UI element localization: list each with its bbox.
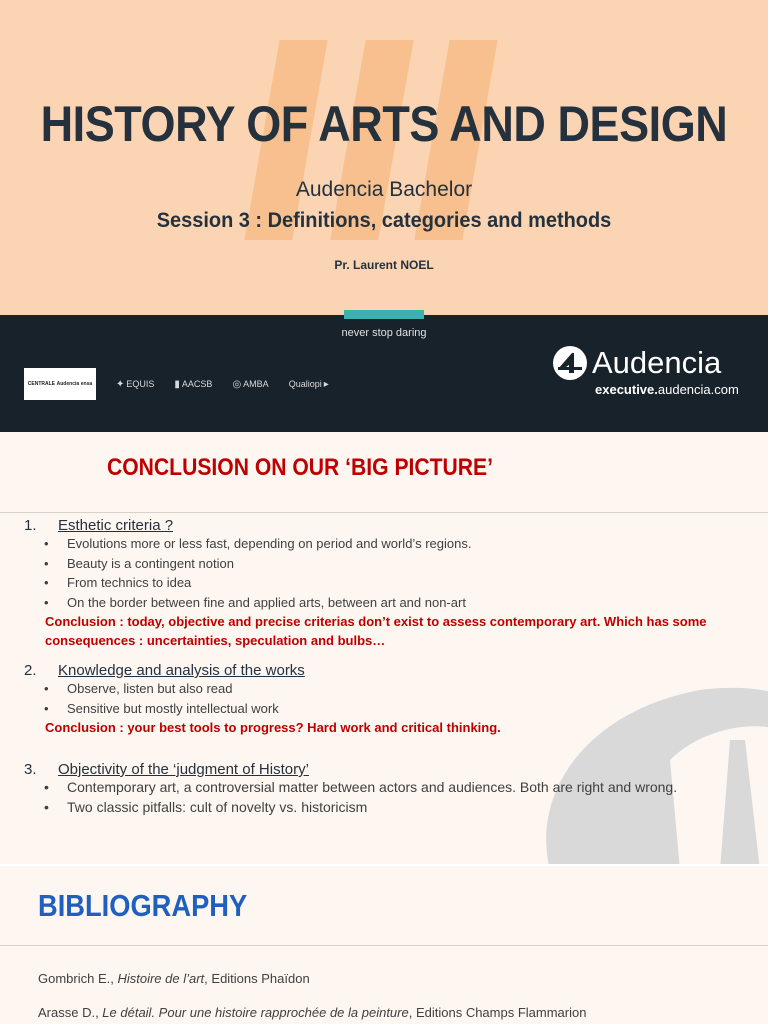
conclusion-slide	[0, 432, 768, 864]
aacsb-icon: ▮	[174, 378, 180, 390]
program-subtitle: Audencia Bachelor	[295, 178, 473, 201]
partner-schools-logo	[24, 368, 96, 400]
brand-url: executive.audencia.com	[595, 382, 739, 397]
list-item: • Sensitive but mostly intellectual work	[44, 699, 759, 719]
equis-star-icon: ✦	[116, 378, 125, 390]
list-item: • Two classic pitfalls: cult of novelty vs. historicism	[44, 798, 759, 818]
author-name: Pr. Laurent NOEL	[334, 258, 434, 272]
bullet-list	[44, 679, 759, 718]
brand-name: Audencia	[592, 345, 722, 380]
bullet-list	[44, 534, 759, 612]
qualiopi-logo: Qualiopi ▸	[288, 378, 329, 390]
list-item: • Observe, listen but also read	[44, 679, 759, 699]
conclusion-content	[24, 517, 759, 817]
section-heading: 1. Esthetic criteria ?	[24, 517, 174, 534]
list-item: • From technics to idea	[44, 573, 759, 593]
section-heading: 2. Knowledge and analysis of the works	[24, 662, 305, 679]
accreditation-logos	[24, 368, 329, 400]
conclusion-note: Conclusion : your best tools to progress? Hard work and critical thinking.	[45, 720, 501, 735]
school-logo-centrale: CENTRALE	[27, 380, 56, 387]
list-item: • On the border between fine and applied arts, between art and non-art	[44, 593, 759, 613]
divider	[0, 512, 768, 513]
list-item: • Evolutions more or less fast, depending on period and world’s regions.	[44, 534, 759, 554]
audencia-logo	[552, 345, 721, 381]
slide-title: CONCLUSION ON OUR ‘BIG PICTURE’	[106, 454, 494, 481]
session-subtitle: Session 3 : Definitions, categories and methods	[156, 209, 612, 232]
conclusion-note: Conclusion : today, objective and precise criterias don’t exist to assess contemporary art. Which has some consequences : uncertainties, speculation and bulbs…	[45, 614, 707, 648]
school-logo-audencia: Audencia	[56, 380, 80, 387]
section-heading: 3. Objectivity of the ‘judgment of History’	[24, 761, 309, 778]
school-logo-ensa: ensa	[80, 380, 93, 387]
section-title: Esthetic criteria ?	[58, 517, 174, 534]
qualiopi-arrow-icon: ▸	[323, 378, 329, 390]
amba-globe-icon: ◎	[232, 378, 242, 390]
accent-bar	[344, 310, 424, 319]
aacsb-logo: ▮ AACSB	[174, 378, 213, 390]
title-slide	[0, 0, 768, 432]
course-title: HISTORY OF ARTS AND DESIGN	[40, 96, 728, 152]
equis-logo: ✦ EQUIS	[116, 378, 155, 390]
bibliography-entry: Arasse D., Le détail. Pour une histoire rapprochée de la peinture, Editions Champs Flammarion	[38, 1005, 587, 1020]
slide-title: BIBLIOGRAPHY	[38, 888, 248, 923]
audencia-mark-icon	[552, 345, 588, 381]
tagline: never stop daring	[341, 327, 427, 339]
bibliography-entry: Gombrich E., Histoire de l’art, Editions Phaïdon	[38, 971, 310, 986]
bullet-list	[44, 778, 759, 817]
list-item: • Contemporary art, a controversial matter between actors and audiences. Both are right and wrong.	[44, 778, 759, 798]
divider	[0, 945, 768, 946]
section-title: Knowledge and analysis of the works	[58, 662, 305, 679]
amba-logo: ◎ AMBA	[232, 378, 269, 390]
list-item: • Beauty is a contingent notion	[44, 554, 759, 574]
section-title: Objectivity of the ‘judgment of History’	[58, 761, 309, 778]
bibliography-slide	[0, 866, 768, 1024]
